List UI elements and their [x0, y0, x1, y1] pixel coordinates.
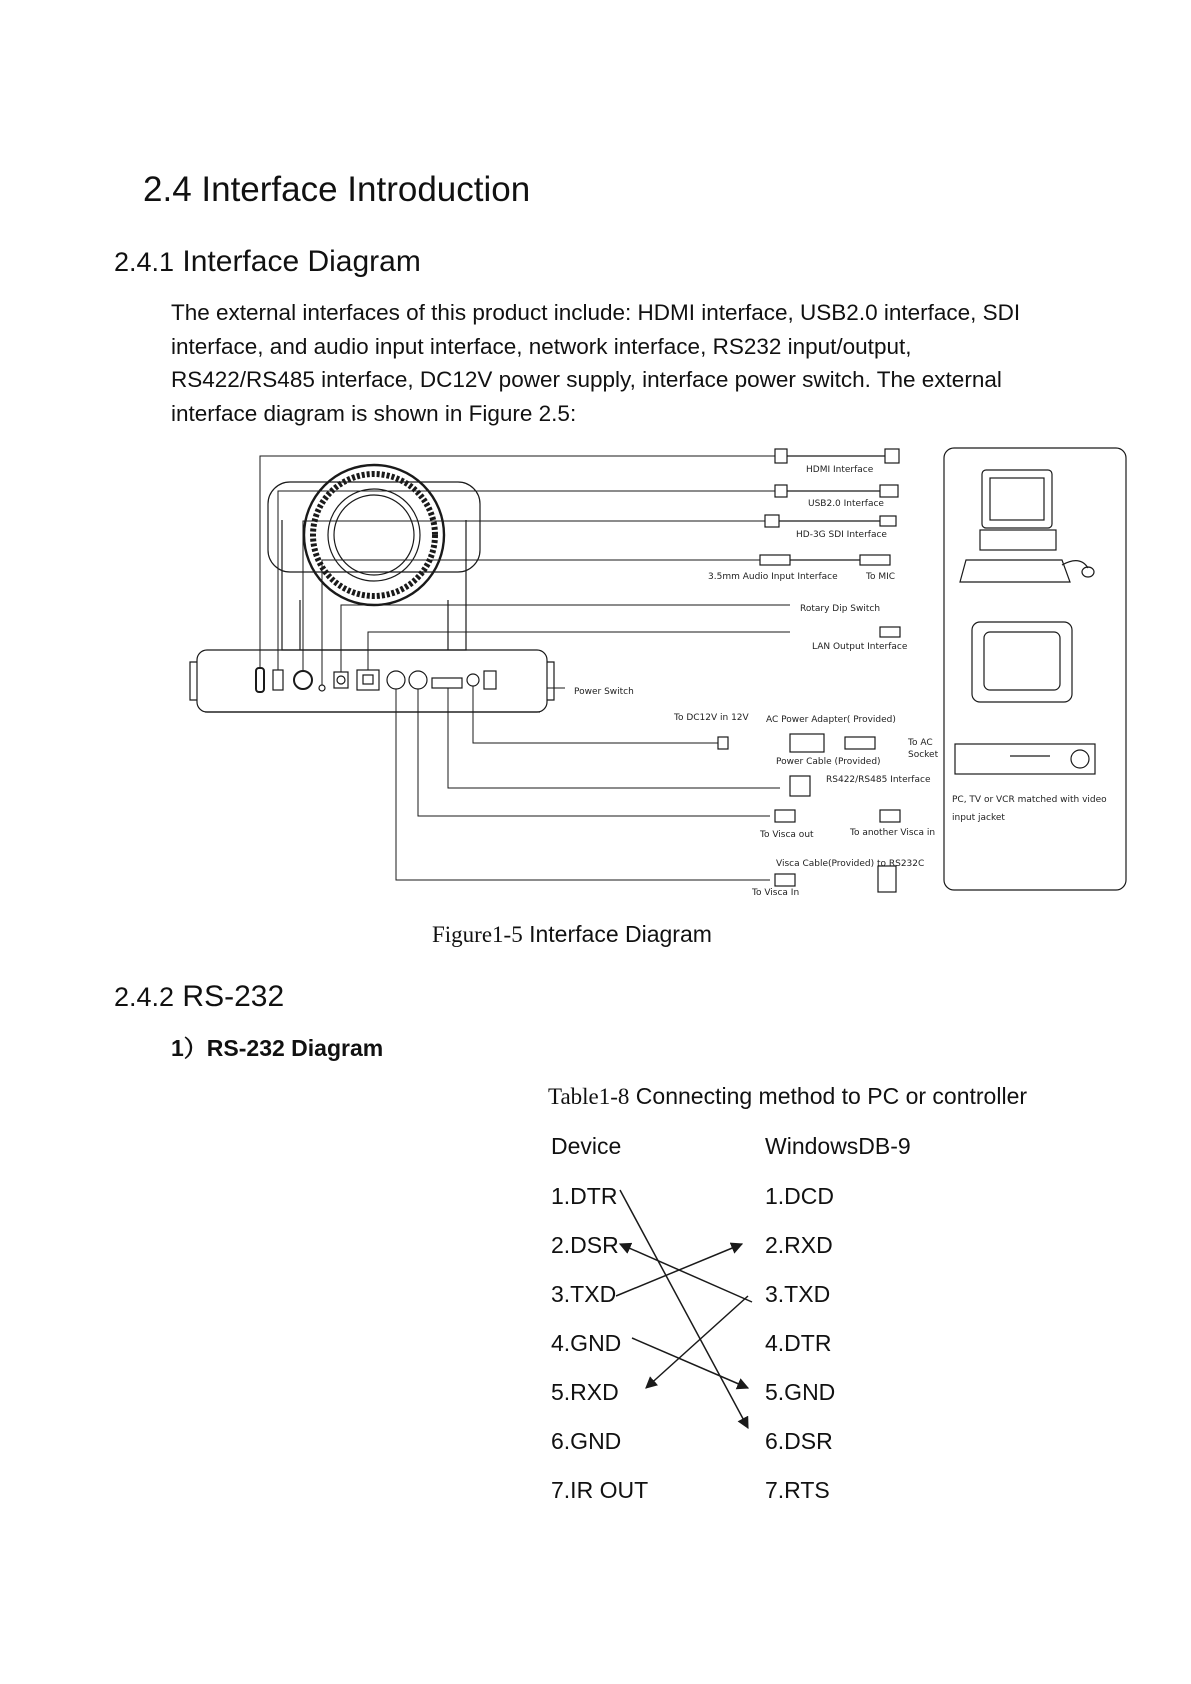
rs232c-plug	[878, 866, 896, 892]
pc-mouse	[1082, 567, 1094, 577]
hdmi-cable-plug	[885, 449, 899, 463]
pc-monitor-screen	[990, 478, 1044, 520]
section-title: RS-232	[182, 980, 285, 1013]
rs232-subheading: 1）RS-232 Diagram	[171, 1035, 384, 1061]
visca-out-plug	[775, 810, 795, 822]
section-number: 2.4.1	[114, 247, 175, 277]
dc12v-port	[467, 674, 479, 686]
pc-monitor	[982, 470, 1052, 528]
label-power-switch: Power Switch	[574, 687, 634, 697]
label-to-mic: To MIC	[866, 572, 896, 582]
section-title: Interface Diagram	[182, 245, 421, 278]
camera-base-feet	[190, 662, 554, 700]
label-another-visca: To another Visca in	[850, 828, 936, 838]
camera-lens-glass	[334, 495, 414, 575]
label-pc-note-2: input jacket	[952, 813, 1005, 823]
dip-switch-dial	[337, 676, 345, 684]
wire-txd-to-rxd	[616, 1244, 742, 1296]
label-rs422: RS422/RS485 Interface	[826, 775, 931, 785]
paragraph-line: RS422/RS485 interface, DC12V power supply, interface power switch. The external	[171, 367, 1002, 392]
label-to-ac: To AC	[908, 738, 933, 748]
label-visca-cable: Visca Cable(Provided) to RS232C	[776, 859, 925, 869]
section-number: 2.4.2	[114, 982, 175, 1012]
tv-screen	[984, 632, 1060, 690]
usb-cable-plug	[880, 485, 898, 497]
vcr	[955, 744, 1095, 774]
lan-line	[368, 632, 790, 670]
camera-yoke	[282, 520, 466, 650]
paragraph-line: interface, and audio input interface, network interface, RS232 input/output,	[171, 333, 912, 359]
visca-in-plug	[880, 810, 900, 822]
rs232-in-port	[387, 671, 405, 689]
lan-cable-plug	[880, 627, 900, 637]
table-caption-text: Connecting method to PC or controller	[629, 1083, 1028, 1109]
right-pin: 6.DSR	[765, 1428, 833, 1454]
usb-cable-plug	[775, 485, 787, 497]
table-caption	[548, 1083, 1027, 1110]
ac-plug	[845, 737, 875, 749]
wire-gnd-to-gnd	[632, 1338, 748, 1388]
label-sdi: HD-3G SDI Interface	[796, 530, 887, 540]
left-pin: 4.GND	[551, 1330, 622, 1356]
left-pin: 1.DTR	[551, 1183, 618, 1209]
right-pin: 7.RTS	[765, 1477, 830, 1503]
label-hdmi: HDMI Interface	[806, 465, 874, 475]
intro-paragraph	[171, 296, 1111, 430]
right-pin: 5.GND	[765, 1379, 836, 1405]
device-panel-frame	[944, 448, 1126, 890]
cable-glyphs	[718, 449, 900, 892]
lan-port	[357, 670, 379, 690]
sdi-cable-plug	[765, 515, 779, 527]
label-pc-note-1: PC, TV or VCR matched with video	[952, 795, 1107, 805]
audio-cable-plug	[760, 555, 790, 565]
right-pin: 2.RXD	[765, 1232, 833, 1258]
left-pin: 2.DSR	[551, 1232, 619, 1258]
table-header-device: Device	[551, 1133, 622, 1159]
visca-cable-plug	[775, 874, 795, 886]
section-heading-interface-diagram	[114, 245, 421, 279]
right-pin: 3.TXD	[765, 1281, 831, 1307]
label-audio: 3.5mm Audio Input Interface	[708, 572, 838, 582]
figure-caption-prefix: Figure1-5	[432, 922, 523, 947]
label-adapter: AC Power Adapter( Provided)	[766, 715, 896, 725]
audio-port	[319, 685, 325, 691]
label-usb: USB2.0 Interface	[808, 499, 884, 509]
label-visca-in: To Visca In	[752, 888, 800, 898]
camera-drawing	[190, 465, 554, 712]
dc-plug	[718, 737, 728, 749]
label-power-cable: Power Cable (Provided)	[776, 757, 881, 767]
left-pin: 6.GND	[551, 1428, 622, 1454]
label-dip: Rotary Dip Switch	[800, 604, 881, 614]
paragraph-line: The external interfaces of this product include: HDMI interface, USB2.0 interface, SDI	[171, 300, 1021, 325]
camera-lens-outer	[304, 465, 444, 605]
interface-diagram	[0, 440, 1191, 900]
wire-dtr-to-dsr-return	[620, 1244, 752, 1302]
pc-keyboard	[960, 560, 1070, 582]
figure-caption	[432, 921, 712, 948]
left-pin: 5.RXD	[551, 1379, 619, 1405]
table-header-windows-db9: WindowsDB-9	[765, 1133, 911, 1159]
vcr-knob	[1071, 750, 1089, 768]
lan-port-inner	[363, 675, 373, 684]
label-lan: LAN Output Interface	[812, 642, 908, 652]
sdi-port	[294, 671, 312, 689]
rs422-line	[448, 688, 780, 788]
label-socket: Socket	[908, 750, 939, 760]
rs422-plug	[790, 776, 810, 796]
section-heading-rs232	[114, 980, 284, 1014]
figure-caption-text: Interface Diagram	[522, 921, 712, 947]
dip-line	[341, 605, 790, 672]
rs422-port	[432, 678, 462, 688]
left-pin: 3.TXD	[551, 1281, 617, 1307]
wire-txd-to-rxd-return	[646, 1296, 748, 1388]
sdi-cable-plug	[880, 516, 896, 526]
audio-cable-plug	[860, 555, 890, 565]
table-caption-prefix: Table1-8	[548, 1084, 630, 1109]
right-pin: 1.DCD	[765, 1183, 835, 1209]
usb-port	[273, 670, 283, 690]
power-switch	[484, 671, 496, 689]
paragraph-line: interface diagram is shown in Figure 2.5:	[171, 400, 577, 426]
camera-lens-inner	[328, 489, 420, 581]
dip-switch	[334, 672, 348, 688]
ac-adapter	[790, 734, 824, 752]
rs232-out-port	[409, 671, 427, 689]
usb-line	[278, 491, 780, 670]
wire-dtr-to-dsr	[620, 1190, 748, 1428]
pc-case	[980, 530, 1056, 550]
device-panel	[944, 448, 1126, 890]
hdmi-port	[256, 668, 264, 692]
right-pin: 4.DTR	[765, 1330, 832, 1356]
left-pin: 7.IR OUT	[551, 1477, 649, 1503]
hdmi-cable-plug	[775, 449, 787, 463]
camera-base	[197, 650, 547, 712]
label-dc12v: To DC12V in 12V	[674, 713, 749, 723]
label-visca-out: To Visca out	[760, 830, 814, 840]
main-heading: 2.4 Interface Introduction	[143, 170, 531, 209]
pc-mouse-cord	[1062, 561, 1088, 568]
camera-lens-ring	[313, 474, 435, 596]
rs232-out-line	[418, 689, 770, 816]
connection-lines	[260, 456, 790, 880]
